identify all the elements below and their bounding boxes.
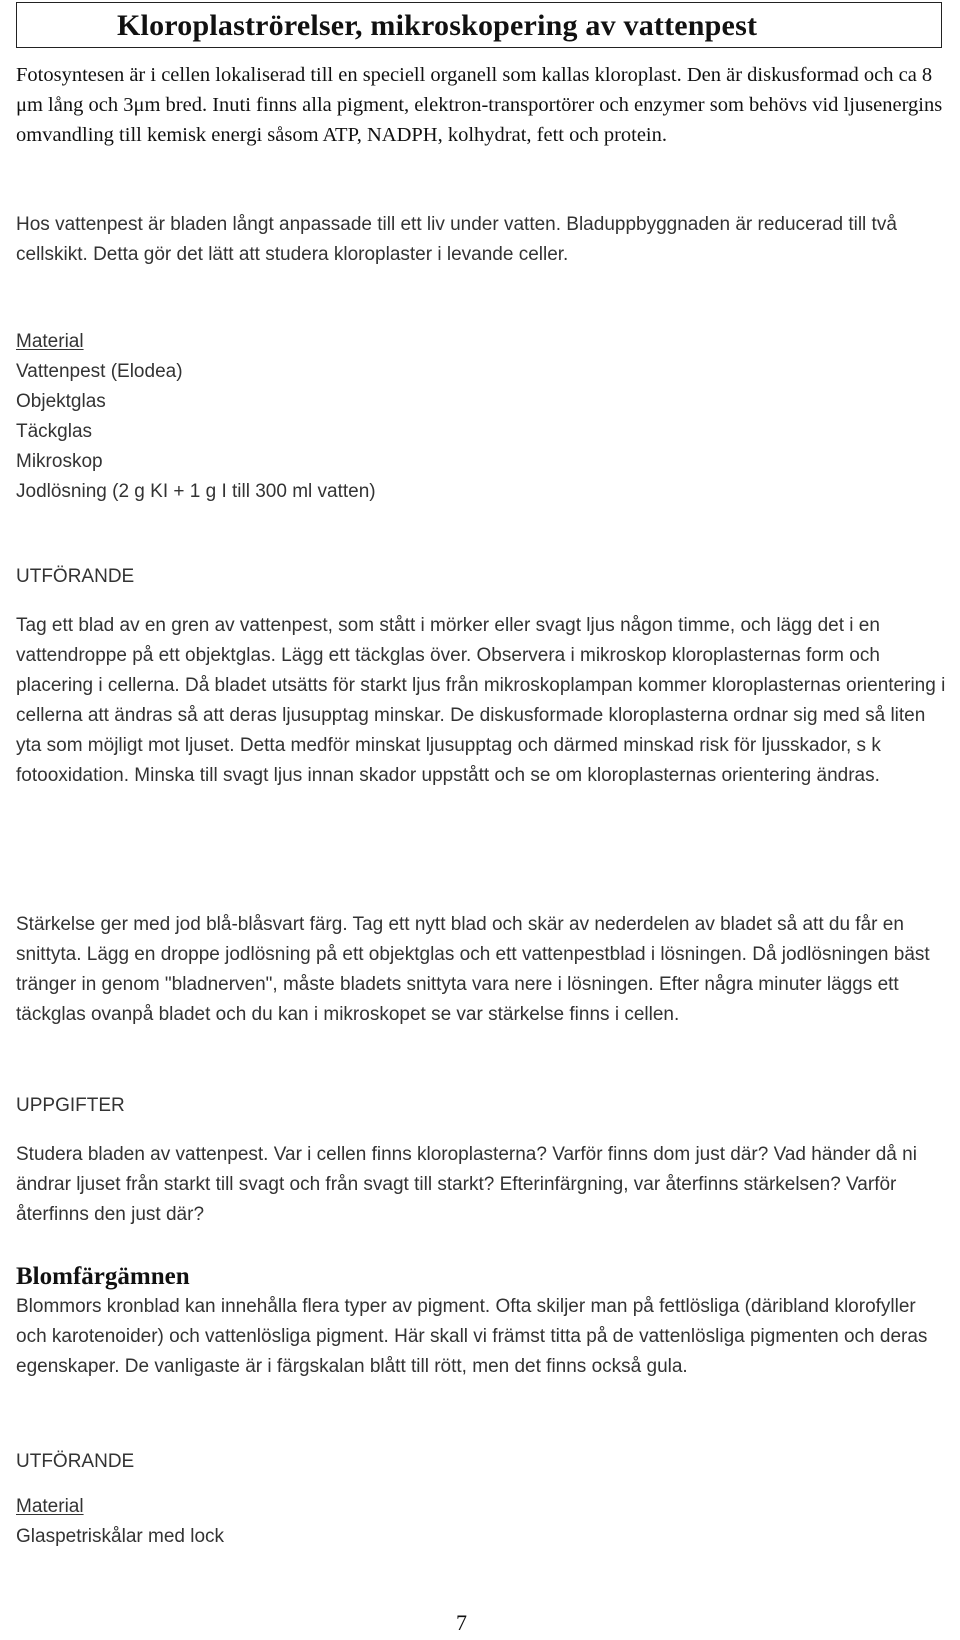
starkelse-paragraph: Stärkelse ger med jod blå-blåsvart färg. Tag ett nytt blad och skär av nederdelen av bladet så att du får en snittyta. Lägg en droppe jodlösning på ett objektglas och ett vattenpestblad i lösningen. Då jodlösningen bäst tränger in genom "bladnerven", måste bladets snittyta vara nere i lösningen. Efter några minuter läggs ett täckglas ovanpå bladet och du kan i mikroskopet se var stärkelse finns i cellen.	[16, 914, 930, 1025]
vattenpest-intro-paragraph: Hos vattenpest är bladen långt anpassade till ett liv under vatten. Bladuppbyggnaden är reducerad till två cellskikt. Detta gör det lätt att studera kloroplaster i levande celler.	[16, 214, 897, 265]
material-item: Vattenpest (Elodea)	[16, 361, 183, 382]
uppgifter-heading: UPPGIFTER	[16, 1095, 125, 1116]
intro-paragraph: Fotosyntesen är i cellen lokaliserad till en speciell organell som kallas kloroplast. Den är diskusformad och ca 8 μm lång och 3μm bred. Inuti finns alla pigment, elektron-transportörer och enzymer som behövs vid ljusenergins omvandling till kemisk energi såsom ATP, NADPH, kolhydrat, fett och protein.	[16, 64, 943, 146]
utforande-paragraph: Tag ett blad av en gren av vattenpest, som stått i mörker eller svagt ljus någon timme, och lägg det i en vattendroppe på ett objektglas. Lägg ett täckglas över. Observera i mikroskop kloroplasternas form och placering i cellerna. Då bladet utsätts för starkt ljus från mikroskoplampan kommer kloroplasternas orientering i cellerna att ändras så att deras ljusupptag minskar. De diskusformade kloroplasterna ordnar sig med så liten yta som möjligt mot ljuset. Detta medför minskat ljusupptag och därmed minskad risk för ljusskador, s k fotooxidation. Minska till svagt ljus innan skador uppstått och se om kloroplasternas orientering ändras.	[16, 615, 946, 786]
blomfargamnen-heading: Blomfärgämnen	[16, 1263, 190, 1290]
utforande-heading: UTFÖRANDE	[16, 566, 135, 587]
material-item: Mikroskop	[16, 451, 103, 472]
material-item: Objektglas	[16, 391, 106, 412]
blomfargamnen-paragraph: Blommors kronblad kan innehålla flera typer av pigment. Ofta skiljer man på fettlösliga (däribland klorofyller och karotenoider) och vattenlösliga pigment. Här skall vi främst titta på de vattenlösliga pigmenten och deras egenskaper. De vanligaste är i färgskalan blått till rött, men det finns också gula.	[16, 1296, 928, 1377]
uppgifter-paragraph: Studera bladen av vattenpest. Var i cellen finns kloroplasterna? Varför finns dom just där? Vad händer då ni ändrar ljuset från starkt till svagt och från svagt till starkt? Efterinfärgning, var återfinns stärkelsen? Varför återfinns den just där?	[16, 1144, 917, 1225]
blomfargamnen-material-heading: Material	[16, 1496, 84, 1517]
material-heading: Material	[16, 331, 84, 352]
material-item: Täckglas	[16, 421, 93, 442]
blomfargamnen-utforande-heading: UTFÖRANDE	[16, 1451, 135, 1472]
title-box	[16, 2, 942, 48]
material-item: Glaspetriskålar med lock	[16, 1526, 225, 1547]
page-title: Kloroplaströrelser, mikroskopering av vattenpest	[117, 9, 758, 42]
page-number: 7	[456, 1610, 467, 1635]
material-item: Jodlösning (2 g KI + 1 g I till 300 ml vatten)	[16, 481, 376, 502]
